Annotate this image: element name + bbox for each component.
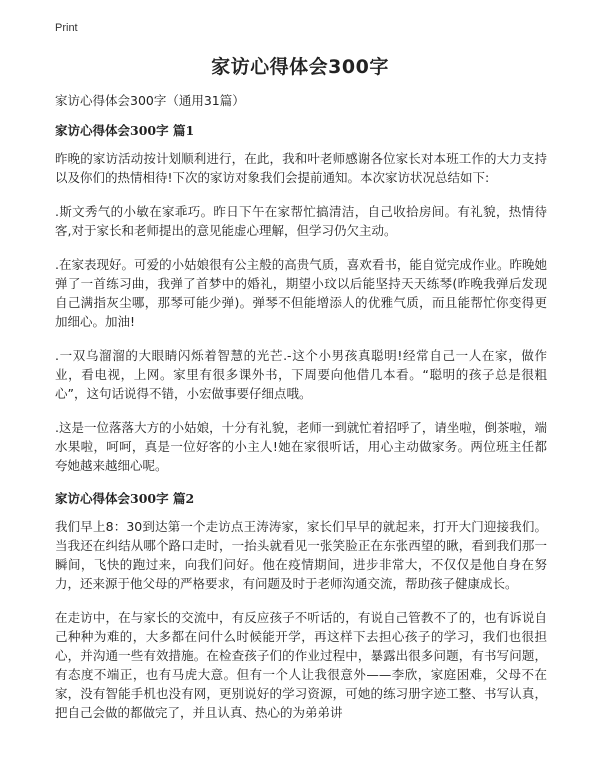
paragraph: .斯文秀气的小敏在家乖巧。昨日下午在家帮忙搞清洁，自己收拾房间。有礼貌，热情待客,对于家长和老师提出的意见能虚心理解，但学习仍欠主动。 — [55, 204, 547, 238]
section-2 — [55, 490, 547, 722]
section-1 — [55, 122, 547, 475]
paragraph: 在走访中，在与家长的交流中，有反应孩子不听话的，有说自己管教不了的，也有诉说自己种种为难的，大多都在问什么时候能开学，再这样下去担心孩子的学习，我们也很担心，并沟通一些有效措施。在检查孩子们的作业过程中，暴露出很多问题，有书写问题，有态度不端正，也有马虎大意。但有一个人让我很意外——李欣，家庭困难，父母不在家，没有智能手机也没有网，更别说好的学习资源，可她的练习册字迹工整、书写认真，把自己会做的都做完了，并且认真、热心的为弟弟讲 — [55, 610, 547, 720]
document-subtitle: 家访心得体会300字（通用31篇） — [55, 93, 245, 108]
section-heading: 家访心得体会300字 篇2 — [55, 491, 195, 506]
paragraph: 我们早上8：30到达第一个走访点王涛涛家，家长们早早的就起来，打开大门迎接我们。当我还在纠结从哪个路口走时，一抬头就看见一张笑脸正在东张西望的瞅，看到我们那一瞬间，飞快的跑过来，向我们问好。他在疫情期间，进步非常大，不仅仅是他自身在努力，还来源于他父母的严格要求，有问题及时于老师沟通交流，帮助孩子健康成长。 — [55, 519, 547, 591]
document-body — [55, 92, 547, 737]
paragraph: .这是一位落落大方的小姑娘，十分有礼貌，老师一到就忙着招呼了，请坐啦，倒茶啦，端水果啦，呵呵，真是一位好客的小主人!她在家很听话，用心主动做家务。两位班主任都夸她越来越细心呢。 — [55, 420, 547, 473]
paragraph: 昨晚的家访活动按计划顺利进行，在此，我和叶老师感谢各位家长对本班工作的大力支持以及你们的热情相待!下次的家访对象我们会提前通知。本次家访状况总结如下: — [55, 151, 547, 185]
paragraph: .一双乌溜溜的大眼睛闪烁着智慧的光芒.-这个小男孩真聪明!经常自己一人在家，做作业，看电视，上网。家里有很多课外书，下周要向他借几本看。“聪明的孩子总是很粗心”，这句话说得不错，小宏做事要仔细点哦。 — [55, 348, 547, 401]
print-link[interactable]: Print — [55, 22, 78, 34]
paragraph: .在家表现好。可爱的小姑娘很有公主般的高贵气质，喜欢看书，能自觉完成作业。昨晚她弹了一首练习曲，我弹了首梦中的婚礼，期望小玟以后能坚持天天练琴(昨晚我弹后发现自己满指灰尘哪，那琴可能少弹)。弹琴不但能增添人的优雅气质，而且能帮忙你变得更加细心。加油! — [55, 257, 547, 329]
section-heading: 家访心得体会300字 篇1 — [55, 123, 195, 138]
page-title: 家访心得体会300字 — [211, 56, 389, 78]
